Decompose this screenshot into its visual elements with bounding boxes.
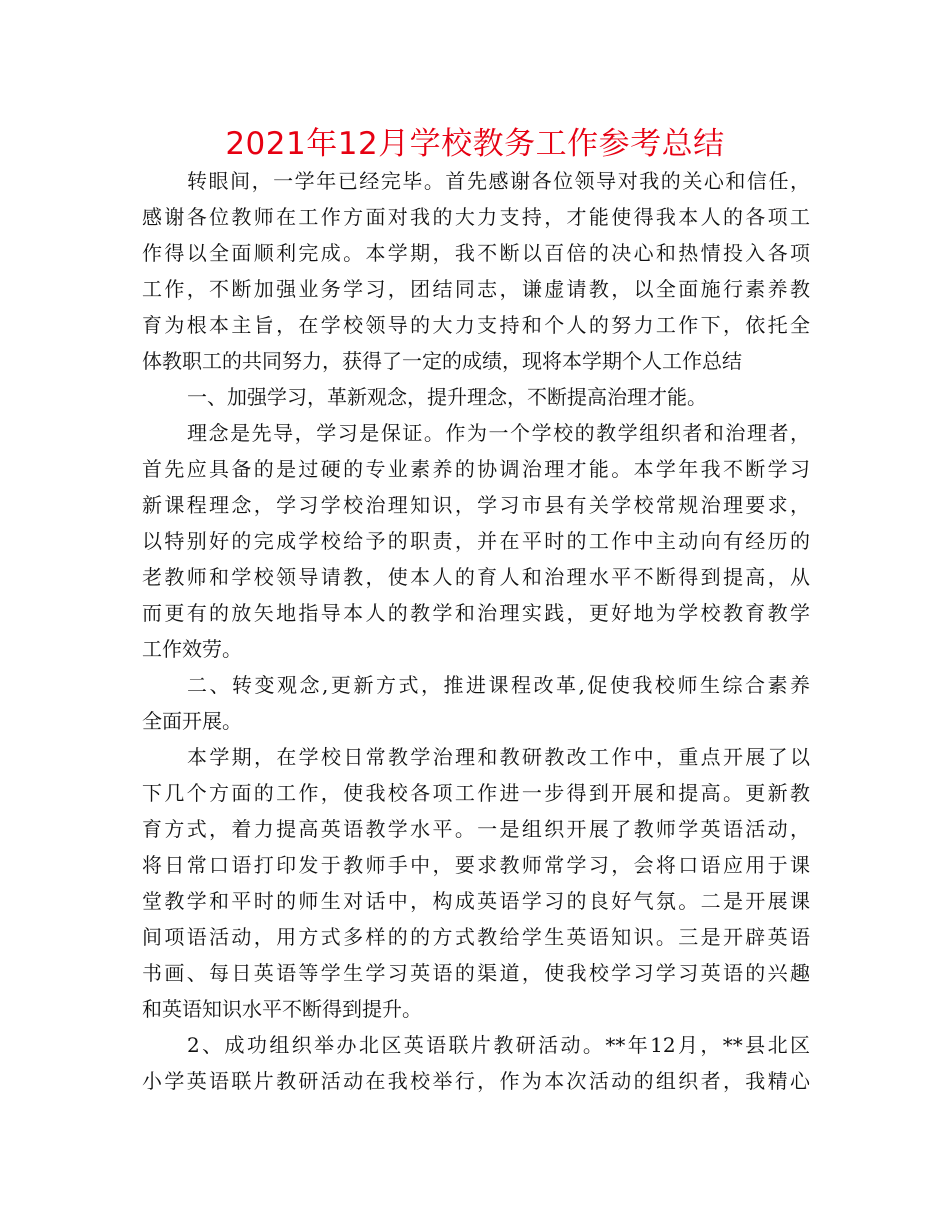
document-title: 2021年12月学校教务工作参考总结 xyxy=(225,126,725,162)
paragraph-line: 首先应具备的是过硬的专业素养的协调治理才能。本学年我不断学习 xyxy=(142,457,810,481)
paragraph-line: 小学英语联片教研活动在我校举行，作为本次活动的组织者，我精心 xyxy=(142,1069,810,1093)
paragraph-line: 新课程理念，学习学校治理知识，学习市县有关学校常规治理要求， xyxy=(142,493,810,517)
section-heading: 全面开展。 xyxy=(142,709,242,733)
paragraph-line: 育方式，着力提高英语教学水平。一是组织开展了教师学英语活动， xyxy=(142,817,810,841)
section-heading: 二、转变观念,更新方式，推进课程改革,促使我校师生综合素养 xyxy=(187,673,810,697)
paragraph-line: 下几个方面的工作，使我校各项工作进一步得到开展和提高。更新教 xyxy=(142,781,810,805)
section-heading: 一、加强学习，革新观念，提升理念，不断提高治理才能。 xyxy=(187,385,707,409)
paragraph-line: 理念是先导，学习是保证。作为一个学校的教学组织者和治理者， xyxy=(187,421,810,445)
paragraph-line: 老教师和学校领导请教，使本人的育人和治理水平不断得到提高，从 xyxy=(142,565,810,589)
paragraph-line: 而更有的放矢地指导本人的教学和治理实践，更好地为学校教育教学 xyxy=(142,601,810,625)
paragraph-line: 间项语活动，用方式多样的的方式教给学生英语知识。三是开辟英语 xyxy=(142,925,810,949)
paragraph-line: 将日常口语打印发于教师手中，要求教师常学习，会将口语应用于课 xyxy=(142,853,810,877)
paragraph-line: 和英语知识水平不断得到提升。 xyxy=(142,997,422,1021)
paragraph-line: 作得以全面顺利完成。本学期，我不断以百倍的决心和热情投入各项 xyxy=(142,241,810,265)
paragraph-line: 工作效劳。 xyxy=(142,637,242,661)
paragraph-line: 2、成功组织举办北区英语联片教研活动。**年12月，**县北区 xyxy=(187,1033,810,1057)
paragraph-line: 感谢各位教师在工作方面对我的大力支持，才能使得我本人的各项工 xyxy=(142,205,810,229)
paragraph-line: 本学期，在学校日常教学治理和教研教改工作中，重点开展了以 xyxy=(187,745,810,769)
paragraph-line: 转眼间，一学年已经完毕。首先感谢各位领导对我的关心和信任， xyxy=(187,169,810,193)
paragraph-line: 育为根本主旨，在学校领导的大力支持和个人的努力工作下，依托全 xyxy=(142,313,810,337)
paragraph-line: 书画、每日英语等学生学习英语的渠道，使我校学习学习英语的兴趣 xyxy=(142,961,810,985)
paragraph-line: 以特别好的完成学校给予的职责，并在平时的工作中主动向有经历的 xyxy=(142,529,810,553)
paragraph-line: 工作，不断加强业务学习，团结同志，谦虚请教，以全面施行素养教 xyxy=(142,277,810,301)
paragraph-line: 堂教学和平时的师生对话中，构成英语学习的良好气氛。二是开展课 xyxy=(142,889,810,913)
paragraph-line: 体教职工的共同努力，获得了一定的成绩，现将本学期个人工作总结 xyxy=(142,349,742,373)
